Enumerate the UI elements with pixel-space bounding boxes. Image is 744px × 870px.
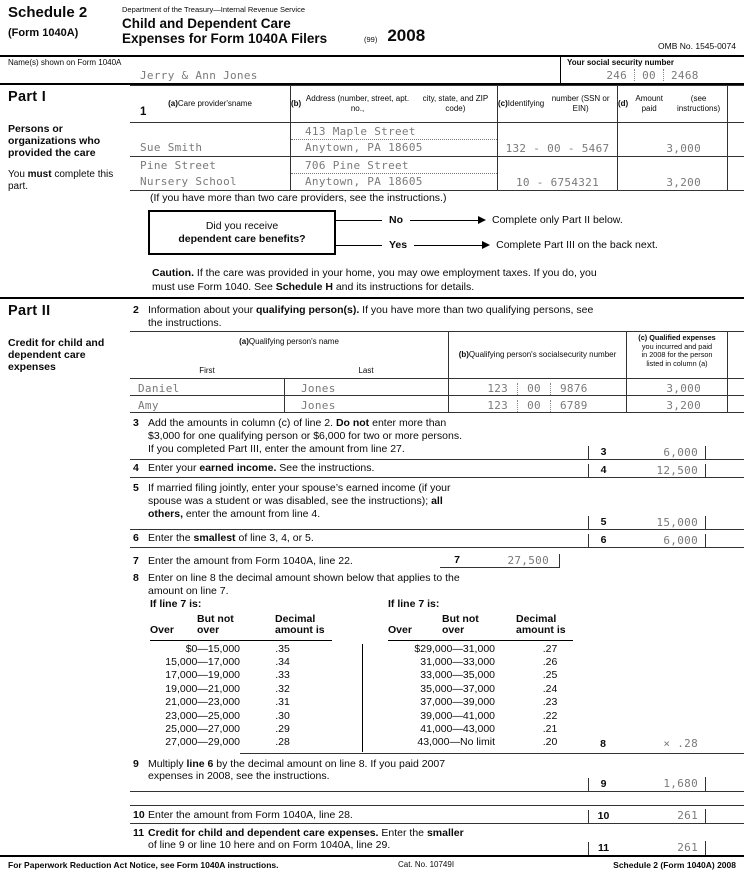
decimal-row: 31,000—33,000 .26 [420, 656, 558, 669]
part-1-label: Part I [8, 89, 47, 105]
decimal-row: 21,000—23,000 .31 [165, 696, 290, 709]
part-2-label: Part II [8, 303, 51, 319]
last-name-field[interactable]: Jones [284, 379, 448, 395]
line-11: 11 Credit for child and dependent care expenses. Enter the smaller of line 9 or line 10 here and on Form 1040A, line 29. 11 261 [130, 824, 744, 855]
line-8: 8 Enter on line 8 the decimal amount shown below that applies to the amount on line 7. [133, 572, 460, 597]
qualifying-person-row [130, 378, 744, 395]
flowchart-yes-branch: Yes Complete Part III on the back next. [336, 238, 658, 252]
col-d-header: (d) Amount paid (see instructions) [618, 94, 721, 113]
part-1-section [0, 85, 744, 297]
part-2-section [0, 299, 744, 855]
over-header: Over [150, 624, 174, 637]
cents-column [727, 332, 744, 378]
provider-table-note: (If you have more than two care providers, see the instructions.) [150, 192, 447, 204]
ssn-separator [550, 383, 551, 395]
form-id-block [8, 4, 122, 55]
arrow-right-icon [478, 216, 486, 224]
table-rule [150, 640, 332, 641]
connector-line [336, 245, 382, 246]
last-name-header: Last [358, 366, 374, 376]
form-header [0, 0, 744, 55]
line-10-amount-field[interactable]: 261 [677, 809, 698, 823]
cents-column [727, 396, 744, 412]
provider-address-field[interactable]: 413 Maple Street Anytown, PA 18605 [290, 123, 497, 156]
ssn-separator [663, 69, 664, 81]
over-header: Over [388, 624, 412, 637]
line-1-number: 1 [140, 105, 147, 118]
col-a-header: (a) Qualifying person's name [239, 337, 339, 347]
decimal-row: 39,000—41,000 .22 [420, 709, 558, 722]
qualified-expenses-field[interactable]: 3,000 [626, 379, 727, 395]
cents-column [727, 157, 744, 190]
provider-row [130, 157, 744, 191]
line-5-amount-field[interactable]: 15,000 [656, 515, 698, 529]
yes-label: Yes [389, 238, 408, 251]
cents-column [705, 534, 744, 547]
ssn-field[interactable]: 246 00 2468 [606, 68, 699, 82]
cents-column [705, 516, 744, 529]
paperwork-notice: For Paperwork Reduction Act Notice, see Form 1040A instructions. [8, 859, 279, 870]
schedule-number: Schedule 2 [8, 4, 88, 21]
cents-column [705, 464, 744, 477]
form-title-block [122, 4, 618, 55]
table-divider [362, 644, 363, 752]
form-code-99: (99) [364, 35, 378, 45]
decimal-row: 43,000—No limit .20 [417, 736, 558, 749]
line-7-answer-box: 7 27,500 [440, 554, 560, 568]
part-2-heading: Credit for child and dependent care expenses [8, 336, 105, 374]
dependent-care-flowchart [130, 207, 744, 261]
decimal-row: 15,000—17,000 .34 [165, 656, 290, 669]
decimal-row: 19,000—21,000 .32 [165, 682, 290, 695]
omb-number: OMB No. 1545-0074 [658, 40, 736, 51]
but-not-over-header: But not over [197, 612, 234, 637]
line-5: 5 If married filing jointly, enter your spouse’s earned income (if your spouse was a student or was disabled, see the instructions); all others, enter the amount from line 4. 5 15,000 [130, 478, 744, 530]
line-7-amount-field[interactable]: 27,500 [507, 553, 549, 567]
ssn-separator [634, 69, 635, 81]
last-name-field[interactable]: Jones [284, 396, 448, 412]
line-9-amount-field[interactable]: 1,680 [663, 777, 698, 791]
provider-amount-field[interactable]: 3,200 [617, 157, 727, 190]
form-footer [0, 857, 744, 870]
line-3-amount-field[interactable]: 6,000 [663, 445, 698, 459]
provider-table-header [130, 86, 744, 123]
qualifying-persons-table [130, 331, 744, 413]
no-label: No [389, 213, 403, 226]
first-name-header: First [199, 366, 215, 376]
cents-column [705, 841, 744, 854]
line-11-amount-field[interactable]: 261 [677, 841, 698, 855]
provider-id-field[interactable]: 10 - 6754321 [497, 157, 617, 190]
qualified-expenses-field[interactable]: 3,200 [626, 396, 727, 412]
line-4: 4 Enter your earned income. See the instructions. 4 12,500 [130, 460, 744, 478]
decimal-row: 17,000—19,000 .33 [165, 669, 290, 682]
decimal-row: 33,000—35,000 .25 [420, 669, 558, 682]
ssn-box [560, 57, 744, 83]
col-c-header: (c) Identifying number (SSN or EIN) [498, 94, 610, 113]
cents-column [727, 123, 744, 156]
connector-line [336, 220, 382, 221]
decimal-amount-header: Decimal amount is [516, 612, 566, 637]
first-name-field[interactable]: Amy [138, 398, 159, 412]
care-provider-table [130, 85, 744, 191]
col-b-header: (b) Address (number, street, apt. no., city, state, and ZIP code) [291, 94, 489, 113]
table-rule [388, 640, 573, 641]
connector-line [414, 245, 482, 246]
col-c-header: (c) Qualified expenses you incurred and paid in 2008 for the person listed in column (a) [626, 332, 727, 378]
line-2: 2 Information about your qualifying person(s). If you have more than two qualifying persons, see the instructions. [130, 299, 744, 331]
provider-name-field[interactable]: Pine Street Nursery School [140, 159, 237, 188]
provider-id-field[interactable]: 132 - 00 - 5467 [497, 123, 617, 156]
person-ssn-field[interactable]: 123 00 9876 [448, 379, 626, 395]
decimal-amount-header: Decimal amount is [275, 612, 325, 637]
catalog-number: Cat. No. 10749I [398, 859, 455, 869]
line-7: 7 Enter the amount from Form 1040A, line 22. 7 27,500 [130, 548, 744, 568]
line-8-answer: 8 × .28 [588, 737, 744, 750]
cents-column [705, 737, 744, 750]
form-footer-id: Schedule 2 (Form 1040A) 2008 [613, 859, 736, 870]
decimal-row: 25,000—27,000 .29 [165, 723, 290, 736]
flowchart-question-box: Did you receive dependent care benefits? [148, 210, 336, 255]
qualifying-person-row [130, 395, 744, 412]
blank-row [130, 792, 744, 806]
first-name-field[interactable]: Daniel [138, 381, 180, 395]
cents-column [705, 777, 744, 790]
decimal-row: 27,000—29,000 .28 [165, 736, 290, 749]
form-title: Child and Dependent Care Expenses for Form 1040A Filers [122, 16, 328, 47]
form-number: (Form 1040A) [8, 27, 79, 40]
decimal-row: 35,000—37,000 .24 [420, 682, 558, 695]
provider-name-field[interactable]: Sue Smith [140, 141, 203, 154]
part-1-note: You must complete this part. [8, 168, 114, 192]
flowchart-no-branch: No Complete only Part II below. [336, 213, 623, 227]
decimal-row: 41,000—43,000 .21 [420, 723, 558, 736]
name-ssn-row [0, 55, 744, 85]
ssn-separator [517, 400, 518, 412]
taxpayer-name-field[interactable]: Jerry & Ann Jones [140, 68, 258, 82]
qualifying-table-header [130, 332, 744, 378]
line-2-text: Information about your qualifying person(s). If you have more than two qualifying persons, see the instructions. [148, 304, 594, 329]
provider-row [130, 123, 744, 157]
name-label: Name(s) shown on Form 1040A [8, 58, 122, 67]
cents-column [705, 809, 744, 822]
department-line: Department of the Treasury—Internal Revenue Service [122, 5, 306, 14]
line-9: 9 Multiply line 6 by the decimal amount on line 8. If you paid 2007 expenses in 2008, see the instructions. 9 1,680 [130, 754, 744, 792]
arrow-right-icon [482, 241, 490, 249]
but-not-over-header: But not over [442, 612, 479, 637]
decimal-table-right: If line 7 is: Over But not over Decimal amount is $29,000—31,000 .27 31,000—33,000 .26 33,000—35,000 .25 35,000—37,000 .24 37,000—39,000 .23 39,000—41,000 .22 41,000—43,000 .21 43,000—No limit .20 [388, 598, 606, 750]
cents-column [727, 379, 744, 395]
line-6: 6 Enter the smallest of line 3, 4, or 5. 6 6,000 [130, 530, 744, 548]
ssn-label: Your social security number [567, 58, 674, 67]
decimal-row: $29,000—31,000 .27 [414, 642, 558, 655]
connector-line [410, 220, 478, 221]
cents-column [727, 86, 744, 122]
person-ssn-field[interactable]: 123 00 6789 [448, 396, 626, 412]
line-8-decimal-field[interactable]: × .28 [663, 737, 698, 751]
tax-year: 2008 [387, 25, 426, 45]
line-3: 3 Add the amounts in column (c) of line 2. Do not enter more than $3,000 for one qualifying person or $6,000 for two or more persons. If you completed Part III, enter the amount from line 27. 3 6,000 [130, 413, 744, 460]
col-b-header: (b) Qualifying person's social security number [448, 332, 626, 378]
line-10: 10 Enter the amount from Form 1040A, line 28. 10 261 [130, 806, 744, 824]
part-1-sidebar [0, 85, 130, 297]
col-a-header: (a) Care provider's name [168, 99, 252, 108]
decimal-table-left: If line 7 is: Over But not over Decimal amount is $0—15,000 .35 15,000—17,000 .34 17,000—19,000 .33 19,000—21,000 .32 21,000—23,000 .31 23,000—25,000 .30 25,000—27,000 .29 27,000—29,000 .28 [150, 598, 365, 750]
provider-address-field[interactable]: 706 Pine Street Anytown, PA 18605 [290, 157, 497, 190]
caution-text: Caution. If the care was provided in your home, you may owe employment taxes. If you do, you must use Form 1040. See Schedule H and its instructions for details. [152, 267, 597, 293]
decimal-row: 37,000—39,000 .23 [420, 696, 558, 709]
cents-column [705, 446, 744, 459]
provider-amount-field[interactable]: 3,000 [617, 123, 727, 156]
line-6-amount-field[interactable]: 6,000 [663, 533, 698, 547]
ssn-separator [550, 400, 551, 412]
part-1-heading: Persons or organizations who provided the care [8, 122, 101, 160]
decimal-row: $0—15,000 .35 [185, 642, 290, 655]
decimal-row: 23,000—25,000 .30 [165, 709, 290, 722]
ssn-separator [517, 383, 518, 395]
line-4-amount-field[interactable]: 12,500 [656, 463, 698, 477]
decimal-lookup-tables [130, 598, 744, 754]
